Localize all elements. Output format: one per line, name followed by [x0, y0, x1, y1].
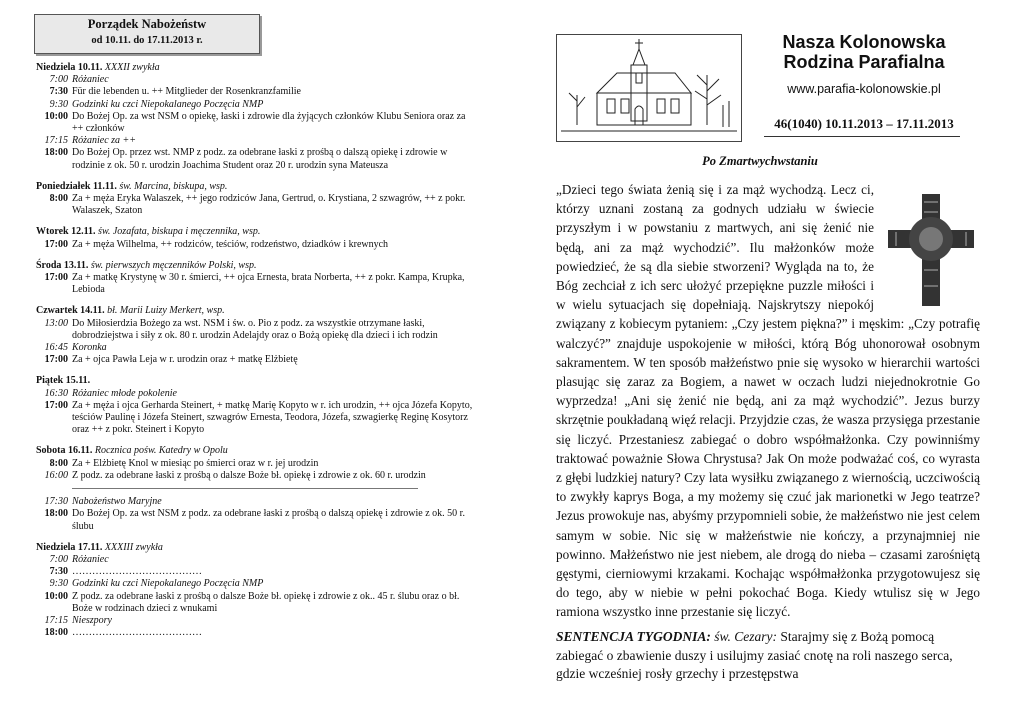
mass-time: 17:15	[44, 135, 68, 147]
schedule-day	[36, 542, 476, 640]
schedule-day	[36, 181, 476, 218]
schedule-header-box	[34, 14, 260, 54]
mass-entry	[36, 147, 476, 171]
mass-entry	[36, 496, 476, 508]
mass-intention: Do Bożej Op. za wst NSM o opiekę, łaski i zdrowie dla żyjących członków Klubu Seniora oraz za ++ członków	[72, 110, 466, 135]
mass-entry	[36, 193, 476, 217]
mass-time: 16:45	[44, 342, 68, 354]
schedule-divider	[72, 488, 418, 489]
mass-entry	[36, 470, 476, 482]
mass-intention: Do Bożej Op. za wst NSM z podz. za odebrane łaski z prośbą o dalszą opiekę i zdrowie z ok. 50 r. ślubu	[72, 508, 465, 532]
mass-intention: Koronka	[72, 342, 107, 354]
mass-intention: Do Bożej Op. przez wst. NMP z podz. za odebrane łaski z prośbą o dalszą opiekę i zdrowie w rodzinie z ok. 50 r. urodzin Joachima Student oraz 20 r. urodzin syna Mateusza	[72, 147, 448, 171]
mass-time: 17:30	[44, 496, 68, 508]
mass-entry	[36, 111, 476, 135]
sentencja-text: Starajmy się z Bożą pomocą zabiegać o zbawienie duszy i usilujmy zasiać cnotę na roli naszego serca, gdzie wcześniej rosły grzechy i przestępstwa	[556, 629, 953, 681]
mass-entry	[36, 508, 476, 532]
mass-intention: Godzinki ku czci Niepokalanego Poczęcia NMP	[72, 578, 264, 590]
mass-intention: Za + męża Wilhelma, ++ rodziców, teściów, rodzeństwo, dziadków i krewnych	[72, 238, 389, 250]
mass-time: 16:00	[44, 469, 68, 481]
sentencja-label: SENTENCJA TYGODNIA:	[556, 629, 711, 644]
schedule-day	[36, 260, 476, 297]
church-illustration	[556, 34, 742, 142]
bulletin-title-line2: Rodzina Parafialna	[783, 52, 945, 72]
day-liturgical-note: Rocznica pośw. Katedry w Opolu	[94, 445, 228, 457]
mass-intention: Do Miłosierdzia Bożego za wst. NSM i św. o. Pio z podz. za wszystkie otrzymane łaski, dobrodziejstwa i siły z ok. 80 r. urodzin Adelajdy oraz o Bożą opiekę dla dzieci i ich rodzin	[72, 317, 438, 341]
mass-entry	[36, 554, 476, 566]
mass-time: 13:00	[44, 317, 68, 329]
mass-intention: Nabożeństwo Maryjne	[72, 496, 162, 508]
day-liturgical-note: bł. Marii Luizy Merkert, wsp.	[107, 305, 225, 317]
day-heading	[36, 375, 476, 387]
mass-time: 16:30	[44, 387, 68, 399]
day-liturgical-note: XXXIII zwykła	[104, 541, 163, 553]
cross-illustration	[882, 190, 980, 310]
schedule-day	[36, 305, 476, 366]
mass-entry	[36, 354, 476, 366]
day-name: Niedziela 17.11.	[36, 541, 103, 553]
article-title: Po Zmartwychwstaniu	[702, 154, 818, 168]
mass-intention: …………………………………	[72, 627, 202, 639]
mass-intention: Za + męża Eryka Walaszek, ++ jego rodziców Jana, Gertrud, o. Krystiana, 2 szwagrów, ++ z pokr. Walaszek, Szaton	[72, 193, 466, 217]
parish-url: www.parafia-kolonowskie.pl	[787, 82, 941, 96]
issue-number: 46(1040) 10.11.2013 – 17.11.2013	[774, 116, 954, 131]
mass-time: 7:00	[49, 553, 68, 565]
mass-intention: Godzinki ku czci Niepokalanego Poczęcia NMP	[72, 98, 264, 110]
bulletin-title-line1: Nasza Kolonowska	[782, 32, 946, 52]
mass-entry	[36, 627, 476, 639]
day-heading	[36, 542, 476, 554]
mass-intention: Za + męża i ojca Gerharda Steinert, + matkę Marię Kopyto w r. ich urodzin, ++ ojca Józefa Kopyto, teściów Paulinę i Józefa Steinert, szwagrów Ernesta, Teodora, Józefa, szwagierkę Reginę Kosytorz oraz ++ z pokr. Steinert i Kopyto	[72, 399, 473, 436]
sentencja-block	[556, 628, 980, 684]
mass-entry	[36, 135, 476, 147]
mass-intention: Różaniec	[72, 553, 109, 565]
mass-entry	[36, 400, 476, 437]
mass-intention: Różaniec za ++	[72, 135, 137, 147]
mass-time: 7:00	[49, 74, 68, 86]
mass-time: 8:00	[49, 193, 68, 205]
mass-entry	[36, 239, 476, 251]
schedule-day	[36, 375, 476, 436]
sentencja-author: św. Cezary:	[714, 629, 778, 644]
mass-intention: Za + matkę Krystynę w 30 r. śmierci, ++ ojca Ernesta, brata Norberta, ++ z pokr. Kampa, Krupka, Lebioda	[72, 272, 465, 296]
mass-time: 18:00	[44, 147, 68, 159]
day-name: Czwartek 14.11.	[36, 305, 105, 317]
day-heading	[36, 226, 476, 238]
mass-intention: Z podz. za odebrane łaski z prośbą o dalsze Boże bł. opiekę i zdrowie z ok.. 45 r. ślubu oraz o bł. Boże w rodzinach dzieci z wnukami	[72, 590, 460, 614]
mass-time: 9:30	[49, 578, 68, 590]
schedule-day	[36, 445, 476, 532]
mass-time: 17:00	[44, 399, 68, 411]
mass-intention: Za + Elżbietę Knol w miesiąc po śmierci oraz w r. jej urodzin	[72, 457, 319, 469]
mass-time: 18:00	[44, 508, 68, 520]
day-liturgical-note: św. Marcina, biskupa, wsp.	[119, 180, 228, 192]
mass-entry	[36, 342, 476, 354]
mass-intention: …………………………………	[72, 566, 202, 578]
mass-time: 9:30	[49, 98, 68, 110]
mass-entry	[36, 578, 476, 590]
schedule-dates: od 10.11. do 17.11.2013 r.	[91, 35, 203, 46]
mass-entry	[36, 591, 476, 615]
day-liturgical-note: św. pierwszych męczenników Polski, wsp.	[90, 259, 257, 271]
mass-entry	[36, 318, 476, 342]
day-name: Niedziela 10.11.	[36, 62, 103, 73]
day-heading	[36, 62, 476, 74]
mass-entry	[36, 86, 476, 98]
day-heading	[36, 305, 476, 317]
mass-intention: Nieszpory	[72, 614, 112, 626]
issue-divider	[764, 136, 960, 137]
mass-time: 7:30	[49, 86, 68, 98]
mass-time: 18:00	[44, 627, 68, 639]
day-liturgical-note: XXXII zwykła	[104, 62, 160, 73]
day-name: Piątek 15.11.	[36, 375, 91, 387]
mass-intention: Za + ojca Pawła Leja w r. urodzin oraz + matkę Elżbietę	[72, 354, 298, 366]
article-body	[556, 180, 980, 622]
schedule-days	[36, 62, 476, 648]
article-text: „Dzieci tego świata żenią się i za mąż wychodzą. Lecz ci, którzy uznani zostaną za godnych udziału w świecie przyszłym i w powstaniu z martwych, ani się żenić nie będą, ani za mąż wychodzić”. Ilu małżonków może powiedzieć, że są dla siebie stworzeni? Wygląda na to, że Bóg zechciał z ich serc ułożyć przepiękne puzzle miłości i w wielu sytuacjach się dopełniają. Najskrytszy niepokój związany z kobiecym pytaniem: „Czy jestem piękna?” i męskim: „Czy potrafię walczyć?” znajduje uspokojenie w miłości, którą Bóg uhonorował osobnym sakramentem. W ten sposób małżeństwo pnie się wysoko w hierarchii wartości plasując się zaraz za Bogiem, a nawet w oczach ludzi niejednokrotnie Go wyprzedza! „Ani się żenić nie będą, ani za mąż wychodzić”. Jezus burzy skrzętnie poukładaną więź relacji. Przyjdzie czas, że wasza przysięga przestanie się liczyć. Przestaniesz zabiegać o dobro współmałżonka. Czy powinniśmy traktować poważnie Słowa Chrystusa? Jak On może podważać coś, co wyrasta z głębi ludzkiej natury? Czy lata wysiłku związanego z wiernością, uczciwością to zwykły kaprys Boga, a my możemy się czuć jak marionetki w Jego teatrze? Jezus prowokuje nas, abyśmy przypomnieli sobie, że małżeństwo nie jest celem samym w sobie. Nic się w małżeństwie nie kończy, a przynajmniej nie powinno. Małżeństwo nie jest niebem, ale drogą do nieba – czasami zarośniętą gęstymi, cierniowymi krzakami. Kochając współmałżonka przygotowujesz się do tego, aby w niebie w pełni pokochać Boga. Kiedy wtulisz się w Jego ramiona wszystko inne przestanie się liczyć.	[556, 182, 980, 620]
day-liturgical-note: św. Jozafata, biskupa i męczennika, wsp.	[98, 226, 261, 238]
mass-intention: Różaniec młode pokolenie	[72, 387, 177, 399]
day-name: Poniedziałek 11.11.	[36, 180, 117, 192]
mass-time: 17:15	[44, 614, 68, 626]
mass-intention: Różaniec	[72, 74, 109, 86]
mass-entry	[36, 566, 476, 578]
schedule-title: Porządek Nabożeństw	[87, 17, 207, 31]
day-name: Wtorek 12.11.	[36, 226, 96, 238]
bulletin-title	[754, 32, 974, 72]
mass-time: 17:00	[44, 354, 68, 366]
mass-time: 17:00	[44, 272, 68, 284]
day-name: Środa 13.11.	[36, 259, 89, 271]
mass-time: 10:00	[44, 590, 68, 602]
mass-time: 8:00	[49, 457, 68, 469]
mass-entry	[36, 272, 476, 296]
mass-intention: Für die lebenden u. ++ Mitglieder der Rosenkranzfamilie	[72, 86, 301, 98]
mass-entry	[36, 458, 476, 470]
schedule-day	[36, 226, 476, 250]
mass-entry	[36, 388, 476, 400]
mass-entry	[36, 99, 476, 111]
day-heading	[36, 445, 476, 457]
day-heading	[36, 181, 476, 193]
mass-entry	[36, 74, 476, 86]
day-heading	[36, 260, 476, 272]
mass-intention: Z podz. za odebrane łaski z prośbą o dalsze Boże bł. opiekę i zdrowie z ok. 60 r. urodzin	[72, 469, 426, 481]
schedule-day	[36, 62, 476, 172]
mass-time: 17:00	[44, 238, 68, 250]
mass-time: 10:00	[44, 110, 68, 122]
mass-time: 7:30	[49, 566, 68, 578]
day-name: Sobota 16.11.	[36, 445, 93, 457]
mass-entry	[36, 615, 476, 627]
